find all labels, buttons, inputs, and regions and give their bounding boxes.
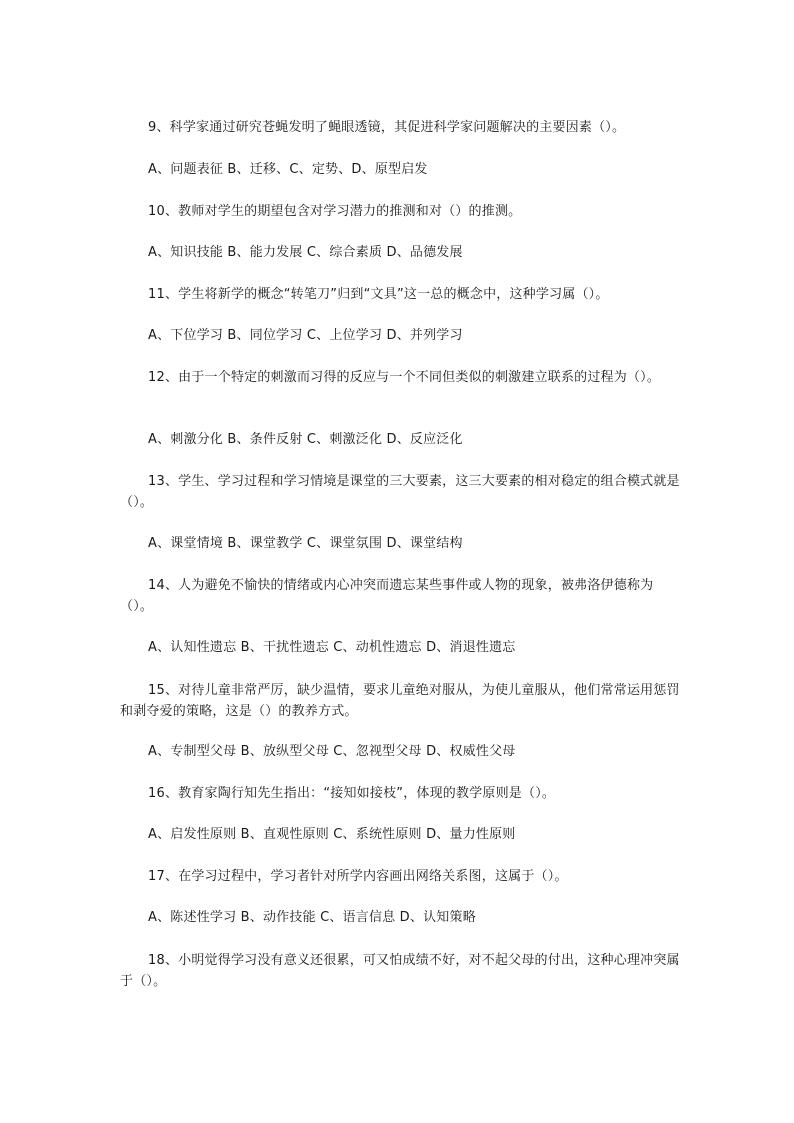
question-13-stem: 13、学生、学习过程和学习情境是课堂的三大要素，这三大要素的相对稳定的组合模式就是（）。	[120, 474, 680, 510]
question-15-options: A、专制型父母 B、放纵型父母 C、忽视型父母 D、权威性父母	[148, 744, 516, 759]
question-10-options: A、知识技能 B、能力发展 C、综合素质 D、品德发展	[148, 245, 463, 260]
question-16-stem: 16、教育家陶行知先生指出：“接知如接枝”，体现的教学原则是（）。	[148, 786, 556, 801]
question-16-options: A、启发性原则 B、直观性原则 C、系统性原则 D、量力性原则	[148, 827, 516, 842]
question-9-stem: 9、科学家通过研究苍蝇发明了蝇眼透镜，其促进科学家问题解决的主要因素（）。	[148, 120, 626, 135]
question-11-stem: 11、学生将新学的概念“转笔刀”归到“文具”这一总的概念中，这种学习属（）。	[148, 287, 609, 302]
question-18-stem: 18、小明觉得学习没有意义还很累，可又怕成绩不好，对不起父母的付出，这种心理冲突属于（）。	[120, 953, 680, 989]
question-11-options: A、下位学习 B、同位学习 C、上位学习 D、并列学习	[148, 328, 463, 343]
question-13-options: A、课堂情境 B、课堂教学 C、课堂氛围 D、课堂结构	[148, 536, 463, 551]
question-12-options: A、刺激分化 B、条件反射 C、刺激泛化 D、反应泛化	[148, 432, 463, 447]
question-12-stem: 12、由于一个特定的刺激而习得的反应与一个不同但类似的刺激建立联系的过程为（）。	[148, 370, 661, 385]
question-17-options: A、陈述性学习 B、动作技能 C、语言信息 D、认知策略	[148, 910, 476, 925]
question-9-options: A、问题表征 B、迁移、C、定势、D、原型启发	[148, 162, 428, 177]
question-14-stem: 14、人为避免不愉快的情绪或内心冲突而遗忘某些事件或人物的现象，被弗洛伊德称为（）。	[120, 578, 654, 614]
question-10-stem: 10、教师对学生的期望包含对学习潜力的推测和对（）的推测。	[148, 204, 522, 219]
question-15-stem: 15、对待儿童非常严厉，缺少温情，要求儿童绝对服从，为使儿童服从，他们常常运用惩罚和剥夺爱的策略，这是（）的教养方式。	[120, 683, 680, 719]
question-17-stem: 17、在学习过程中，学习者针对所学内容画出网络关系图，这属于（）。	[148, 869, 568, 884]
question-14-options: A、认知性遗忘 B、干扰性遗忘 C、动机性遗忘 D、消退性遗忘	[148, 640, 516, 655]
